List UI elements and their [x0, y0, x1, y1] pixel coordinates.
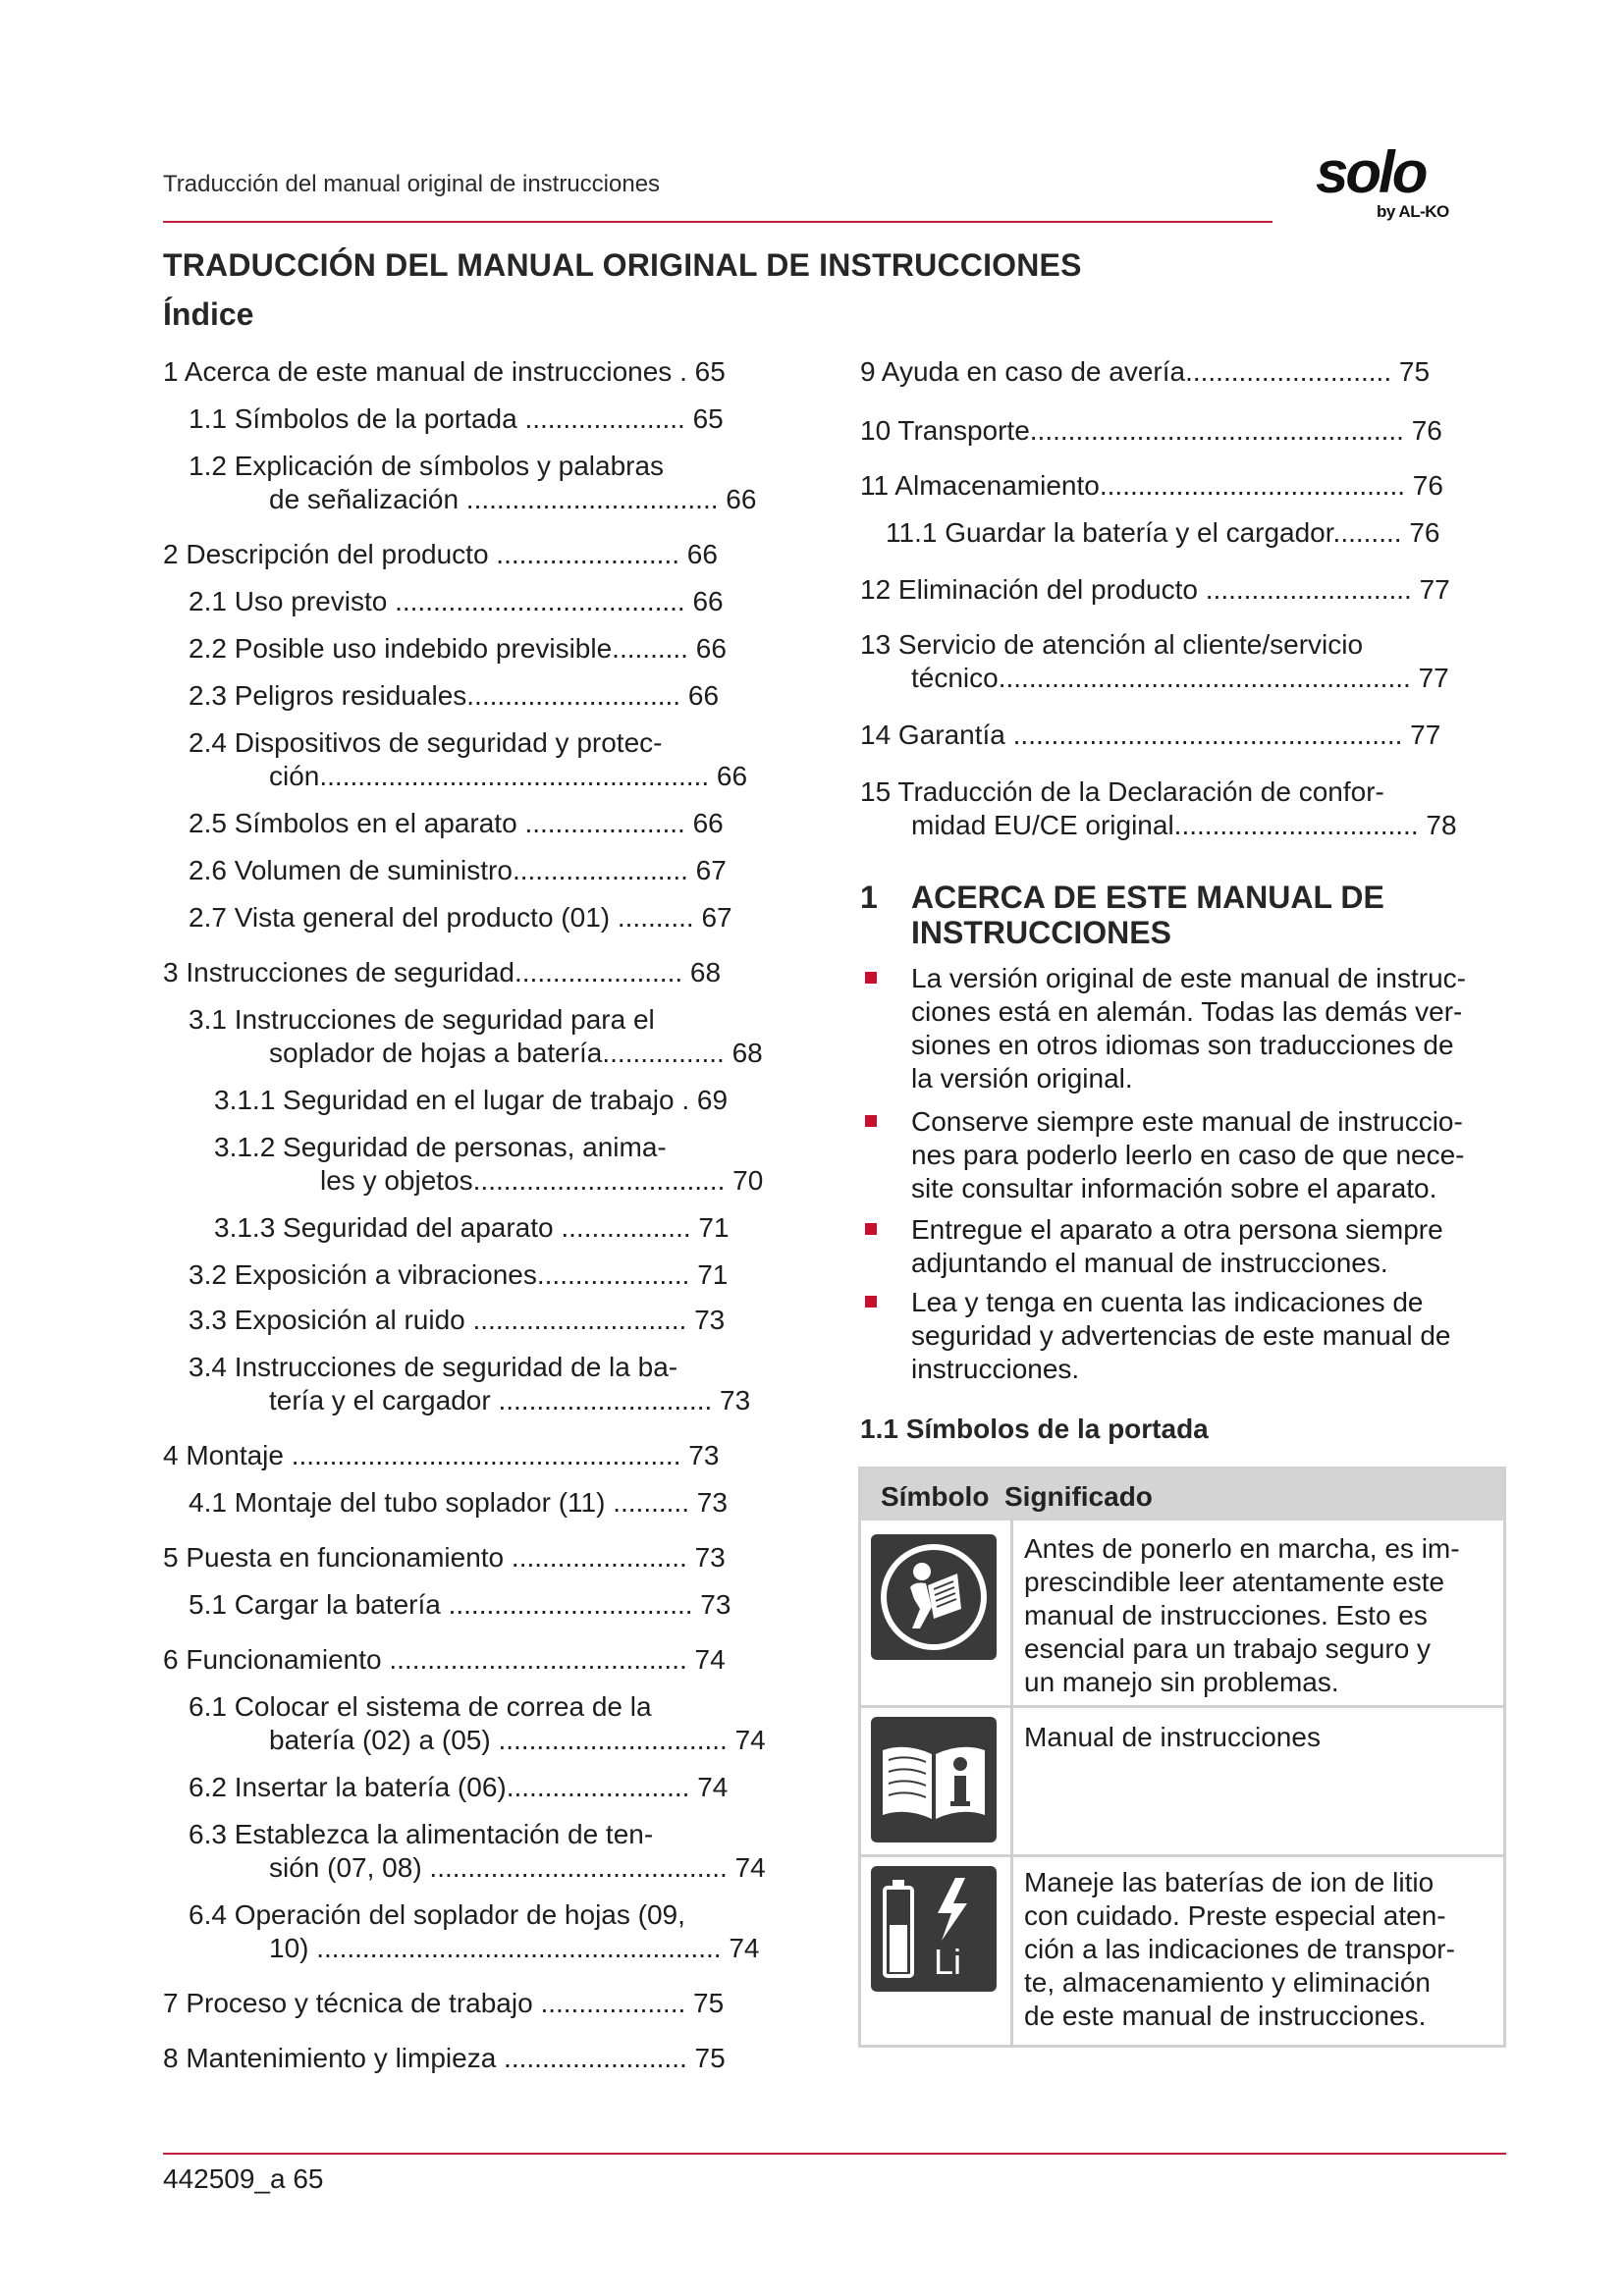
symbol-meaning: Maneje las baterías de ion de litio con cuidado. Preste especial aten- ción a las indicaciones de transpor- te, almacenamiento y eliminación de este manual de instrucciones. [1024, 1867, 1455, 2031]
symbol-table [858, 1467, 1506, 2048]
bullet-square-icon [865, 1223, 877, 1235]
logo-wordmark: solo [1316, 139, 1426, 205]
toc-entry[interactable]: 2 Descripción del producto ........................ 66 [163, 539, 718, 569]
document-title: TRADUCCIÓN DEL MANUAL ORIGINAL DE INSTRUCCIONES [163, 247, 1082, 283]
toc-entry[interactable]: 7 Proceso y técnica de trabajo ................... 75 [163, 1988, 725, 2018]
column-divider [1010, 1521, 1013, 2045]
toc-entry[interactable]: 6.3 Establezca la alimentación de ten- sión (07, 08) ....................................... 74 [189, 1819, 766, 1883]
toc-entry[interactable]: 6.1 Colocar el sistema de correa de la batería (02) a (05) .............................. 74 [189, 1691, 766, 1755]
toc-entry[interactable]: 13 Servicio de atención al cliente/servicio técnico...................................................... 77 [860, 629, 1449, 693]
toc-entry[interactable]: 3.3 Exposición al ruido ............................ 73 [189, 1305, 726, 1335]
section-heading: 1 ACERCA DE ESTE MANUAL DE INSTRUCCIONES [860, 880, 1384, 950]
toc-entry[interactable]: 2.1 Uso previsto ...................................... 66 [189, 586, 724, 616]
bullet-square-icon [865, 1296, 877, 1308]
toc-entry[interactable]: 11 Almacenamiento........................................ 76 [860, 470, 1443, 501]
toc-entry[interactable]: 11.1 Guardar la batería y el cargador......... 76 [886, 517, 1440, 548]
instruction-manual-icon [871, 1717, 997, 1847]
toc-entry[interactable]: 1 Acerca de este manual de instrucciones . 65 [163, 356, 726, 387]
subsection-heading: 1.1 Símbolos de la portada [860, 1414, 1209, 1444]
toc-entry[interactable]: 8 Mantenimiento y limpieza ........................ 75 [163, 2043, 726, 2073]
read-manual-icon [871, 1534, 997, 1665]
running-header: Traducción del manual original de instrucciones [163, 171, 661, 197]
toc-entry[interactable]: 3.1.1 Seguridad en el lugar de trabajo . 69 [214, 1085, 729, 1115]
toc-entry[interactable]: 4 Montaje ................................................... 73 [163, 1440, 720, 1470]
header-rule [163, 221, 1272, 223]
battery-icon-label: Li [934, 1942, 962, 1982]
toc-entry[interactable]: 4.1 Montaje del tubo soplador (11) .......... 73 [189, 1487, 728, 1518]
column-header-symbol: Símbolo [881, 1481, 990, 1512]
footer-rule [163, 2153, 1506, 2155]
toc-entry[interactable]: 3.1 Instrucciones de seguridad para el soplador de hojas a batería................ 68 [189, 1004, 763, 1068]
lithium-battery-icon [871, 1866, 997, 1997]
toc-entry[interactable]: 2.2 Posible uso indebido previsible.......... 66 [189, 633, 727, 664]
toc-entry[interactable]: 2.3 Peligros residuales............................ 66 [189, 680, 720, 711]
page-footer: 442509_a 65 [163, 2163, 324, 2194]
toc-entry[interactable]: 5 Puesta en funcionamiento ....................... 73 [163, 1542, 726, 1573]
toc-entry[interactable]: 3 Instrucciones de seguridad...................... 68 [163, 957, 722, 988]
logo-subline: by AL-KO [1377, 202, 1449, 221]
row-divider [861, 1854, 1503, 1857]
toc-entry[interactable]: 5.1 Cargar la batería ................................ 73 [189, 1589, 731, 1620]
toc-entry[interactable]: 15 Traducción de la Declaración de confor- midad EU/CE original................................ 78 [860, 776, 1457, 840]
brand-logo [1316, 139, 1473, 222]
bullet-square-icon [865, 972, 877, 984]
toc-entry[interactable]: 6 Funcionamiento ....................................... 74 [163, 1644, 726, 1675]
symbol-meaning: Antes de ponerlo en marcha, es im- prescindible leer atentamente este manual de instrucciones. Esto es esencial para un trabajo seguro y un manejo sin problemas. [1024, 1533, 1460, 1697]
symbol-meaning: Manual de instrucciones [1024, 1722, 1321, 1752]
toc-entry[interactable]: 3.4 Instrucciones de seguridad de la ba- tería y el cargador ............................ 73 [189, 1352, 751, 1415]
toc-entry[interactable]: 6.4 Operación del soplador de hojas (09, 10) ..................................................... 74 [189, 1899, 760, 1963]
toc-entry[interactable]: 9 Ayuda en caso de avería........................... 75 [860, 356, 1431, 387]
toc-entry[interactable]: 1.1 Símbolos de la portada ..................... 65 [189, 403, 724, 434]
toc-entry[interactable]: 10 Transporte................................................. 76 [860, 415, 1442, 446]
toc-entry[interactable]: 12 Eliminación del producto ........................... 77 [860, 574, 1450, 605]
toc-entry[interactable]: 14 Garantía ................................................... 77 [860, 720, 1441, 750]
toc-entry[interactable]: 2.4 Dispositivos de seguridad y protec- ción................................................... 66 [189, 727, 748, 791]
toc-entry[interactable]: 2.5 Símbolos en el aparato ..................... 66 [189, 808, 724, 838]
toc-entry[interactable]: 2.6 Volumen de suministro....................... 67 [189, 855, 727, 885]
index-heading: Índice [163, 296, 254, 332]
toc-entry[interactable]: 3.2 Exposición a vibraciones.................... 71 [189, 1259, 729, 1290]
toc-entry[interactable]: 6.2 Insertar la batería (06)........................ 74 [189, 1772, 729, 1802]
bullet-square-icon [865, 1115, 877, 1127]
column-header-meaning: Significado [1004, 1481, 1153, 1512]
toc-entry[interactable]: 2.7 Vista general del producto (01) .......... 67 [189, 902, 732, 933]
table-header [861, 1469, 1503, 1521]
row-divider [861, 1705, 1503, 1708]
toc-entry[interactable]: 3.1.3 Seguridad del aparato ................. 71 [214, 1212, 730, 1243]
toc-entry[interactable]: 3.1.2 Seguridad de personas, anima- les y objetos................................. 70 [214, 1132, 764, 1196]
toc-entry[interactable]: 1.2 Explicación de símbolos y palabras de señalización ................................. 66 [189, 451, 757, 514]
